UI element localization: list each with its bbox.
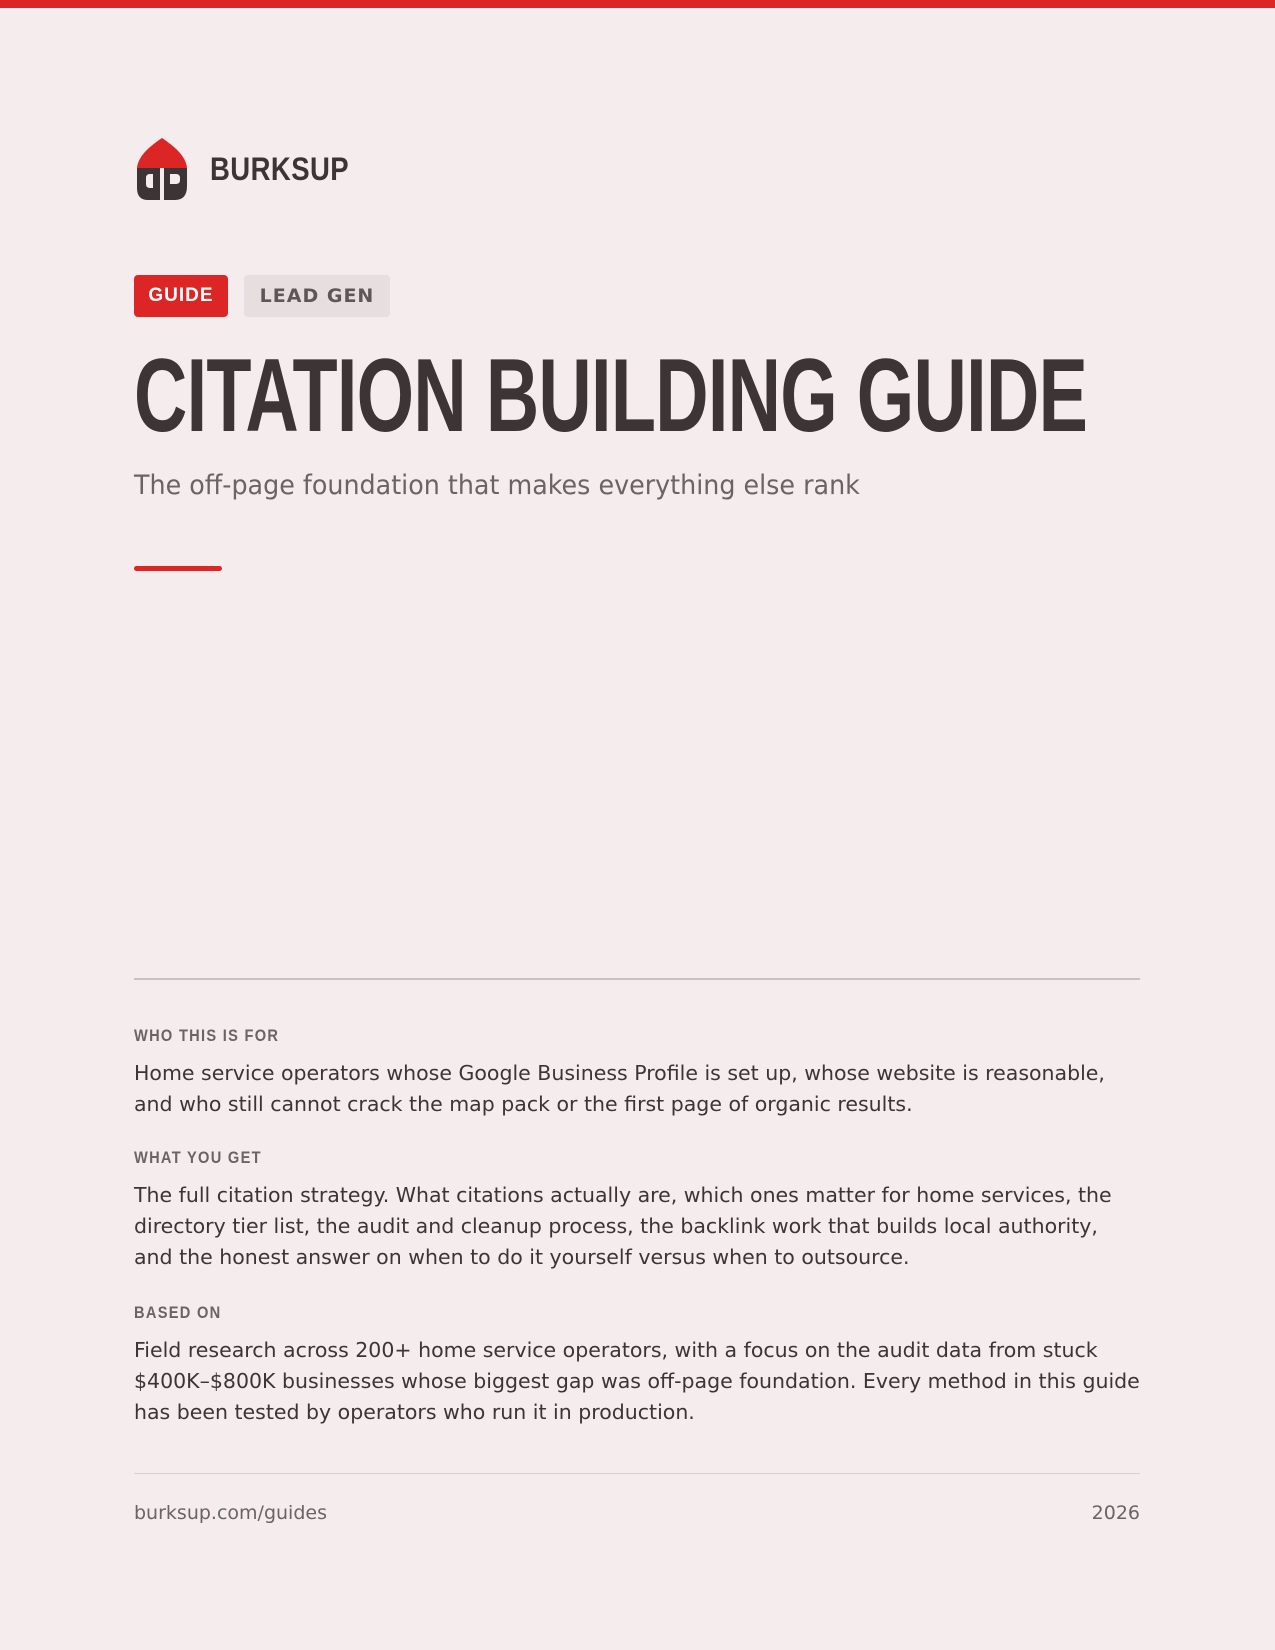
- title-accent-line: [134, 566, 222, 571]
- page-subtitle: The off-page foundation that makes everything else rank: [134, 470, 860, 501]
- footer-year: 2026: [1091, 1502, 1140, 1524]
- guide-tag: GUIDE: [134, 275, 228, 317]
- section-label: BASED ON: [134, 1303, 222, 1322]
- section-body: Home service operators whose Google Business Profile is set up, whose website is reasonable, and who still cannot crack the map pack or the first page of organic results.: [134, 1061, 1105, 1116]
- footer-divider: [134, 1473, 1140, 1474]
- tag-row: [134, 275, 390, 317]
- section-who-this-is-for: [134, 1026, 1140, 1120]
- guide-cover: [134, 0, 1140, 1650]
- burksup-logo-icon: [134, 136, 190, 202]
- footer-url: burksup.com/guides: [134, 1502, 327, 1524]
- brand-header: [134, 136, 372, 202]
- section-divider: [134, 978, 1140, 980]
- section-based-on: [134, 1303, 1140, 1428]
- section-what-you-get: [134, 1148, 1140, 1273]
- page-title: CITATION BUILDING GUIDE: [134, 338, 1088, 454]
- section-body: Field research across 200+ home service operators, with a focus on the audit data from stuck $400K–$800K businesses whose biggest gap was off-page foundation. Every method in this guide has been tested by operators who run it in production.: [134, 1338, 1140, 1424]
- brand-name: BURKSUP: [210, 150, 350, 187]
- section-label: WHO THIS IS FOR: [134, 1026, 280, 1045]
- section-label: WHAT YOU GET: [134, 1148, 262, 1167]
- category-tag: LEAD GEN: [244, 275, 390, 317]
- section-body: The full citation strategy. What citations actually are, which ones matter for home services, the directory tier list, the audit and cleanup process, the backlink work that builds local authority, and the honest answer on when to do it yourself versus when to outsource.: [134, 1183, 1112, 1269]
